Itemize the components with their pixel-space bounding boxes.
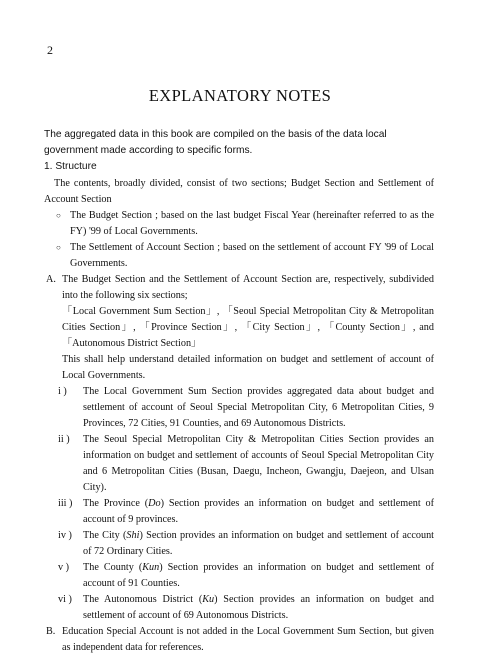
page-number: 2 bbox=[47, 43, 53, 57]
item-a-text: The Budget Section and the Settlement of Account Section are, respectively, subdivided into the following six sections; bbox=[62, 274, 434, 301]
list-item: v ) The County (Kun) Section provides an information on budget and settlement of account of 91 Counties. bbox=[44, 560, 434, 592]
item-marker: B. bbox=[46, 626, 56, 637]
body-content bbox=[44, 127, 434, 656]
item-b bbox=[44, 624, 434, 656]
item-b-text: Education Special Account is not added in the Local Government Sum Section, but given as independent data for references. bbox=[62, 626, 434, 653]
item-a-follow: This shall help understand detailed information on budget and settlement of account of Local Governments. bbox=[62, 354, 434, 381]
circle-bullet-icon: ○ bbox=[56, 243, 61, 252]
subsection-list: 「Local Government Sum Section」, 「Seoul Special Metropolitan City & Metropolitan Cities Section」, 「Province Section」, 「City Section」, 「County Section」, and 「Autonomous District Section」 bbox=[62, 306, 434, 349]
list-item: iii ) The Province (Do) Section provides an information on budget and settlement of account of 9 provinces. bbox=[44, 496, 434, 528]
local-term: Shi bbox=[126, 530, 140, 541]
item-marker: A. bbox=[46, 274, 56, 285]
local-term: Ku bbox=[202, 594, 215, 605]
list-item: vi ) The Autonomous District (Ku) Section provides an information on budget and settlement of account of 69 Autonomous Districts. bbox=[44, 592, 434, 624]
list-item: i ) The Local Government Sum Section provides aggregated data about budget and settlement of account of Seoul Special Metropolitan City, 6 Metropolitan Cities, 9 Provinces, 72 Cities, 91 Counties, and 69 Autonomous Districts. bbox=[44, 384, 434, 432]
bullet-settlement-section bbox=[44, 240, 434, 272]
intro-paragraph: The aggregated data in this book are compiled on the basis of the data local government made according to specific forms. bbox=[44, 129, 387, 156]
bullet-text: The Budget Section ; based on the last budget Fiscal Year (hereinafter referred to as the FY) '99 of Local Governments. bbox=[70, 210, 434, 237]
item-a bbox=[44, 272, 434, 304]
item-marker: i ) bbox=[58, 386, 67, 397]
item-marker: vi ) bbox=[58, 594, 72, 605]
page-title: EXPLANATORY NOTES bbox=[148, 86, 332, 105]
local-term: Kun bbox=[142, 562, 160, 573]
list-item: ii ) The Seoul Special Metropolitan City & Metropolitan Cities Section provides an information on budget and settlement of accounts of Seoul Special Metropolitan City and 6 Metropolitan Cities (Busan, Daegu, Incheon, Gwangju, Daejeon, and Ulsan City). bbox=[44, 432, 434, 496]
item-marker: ii ) bbox=[58, 434, 70, 445]
local-term: Do bbox=[148, 498, 161, 509]
list-item: iv ) The City (Shi) Section provides an information on budget and settlement of account of 72 Ordinary Cities. bbox=[44, 528, 434, 560]
item-marker: iii ) bbox=[58, 498, 73, 509]
circle-bullet-icon: ○ bbox=[56, 211, 61, 220]
bullet-text: The Settlement of Account Section ; based on the settlement of account FY '99 of Local Governments. bbox=[70, 242, 434, 269]
item-marker: v ) bbox=[58, 562, 70, 573]
item-marker: iv ) bbox=[58, 530, 72, 541]
structure-lead: The contents, broadly divided, consist of two sections; Budget Section and Settlement of Account Section bbox=[44, 178, 434, 205]
bullet-budget-section bbox=[44, 208, 434, 240]
section-heading-structure: 1. Structure bbox=[44, 161, 97, 172]
